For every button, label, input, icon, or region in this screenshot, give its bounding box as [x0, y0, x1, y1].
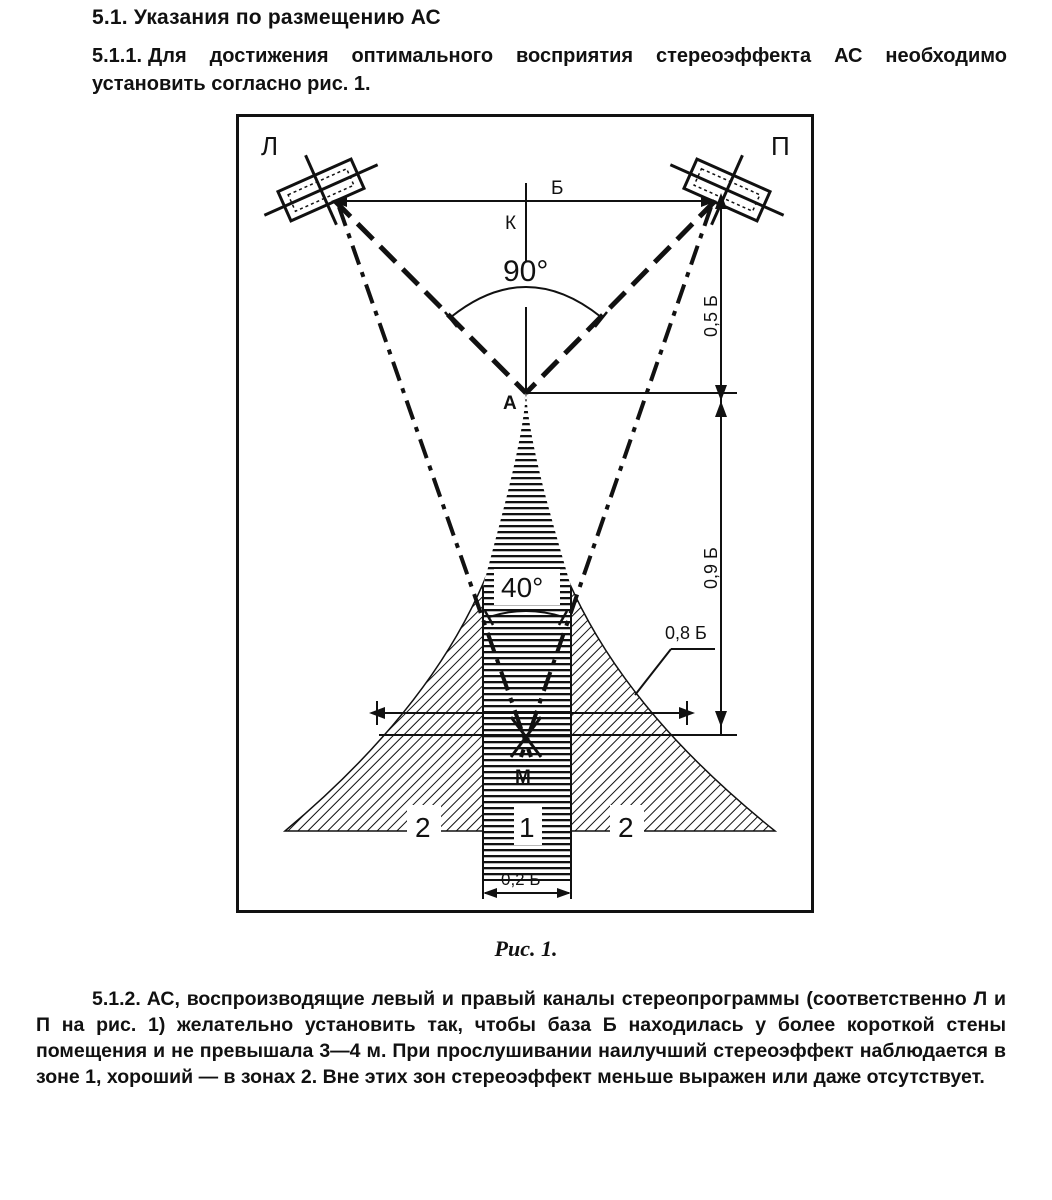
paragraph-5-1-1 — [92, 42, 1007, 98]
placement-diagram — [239, 117, 811, 910]
section-heading: 5.1. Указания по размещению АС — [92, 6, 441, 29]
paragraph-text: Для достижения оптимального восприятия стереоэффекта АС необходимо установить согласно рис. 1. — [92, 45, 1007, 95]
label-zone-1: 1 — [519, 812, 535, 843]
figure-speaker-placement — [236, 114, 814, 913]
label-k-point: К — [505, 213, 517, 234]
paragraph-number: 5.1.1. — [92, 45, 143, 67]
paragraph-5-1-2 — [36, 986, 1006, 1090]
paragraph-number: 5.1.2. — [92, 988, 141, 1010]
label-zone-2-left: 2 — [415, 812, 431, 843]
label-angle-40: 40° — [501, 572, 544, 603]
label-left-speaker: Л — [261, 131, 279, 161]
label-a-point: А — [503, 393, 517, 414]
label-width-08: 0,8 Б — [665, 623, 707, 643]
figure-caption: Рис. 1. — [494, 936, 558, 961]
label-m-point: М — [515, 767, 531, 788]
paragraph-text: АС, воспроизводящие левый и правый каналы стереопрограммы (соответственно Л и П на рис. 1) желательно установить так, чтобы база Б находилась у более короткой стены помещения и не превышала 3—4 м. При прослушивании наилучший стереоэффект наблюдается в зоне 1, хороший — в зонах 2. Вне этих зон стереоэффект меньше выражен или даже отсутствует. — [36, 988, 1006, 1088]
label-angle-90: 90° — [503, 255, 549, 288]
label-zone-2-right: 2 — [618, 812, 634, 843]
label-base: Б — [551, 178, 564, 199]
label-width-02: 0,2 Б — [501, 870, 541, 889]
label-dist-09: 0,9 Б — [701, 547, 721, 589]
label-right-speaker: П — [771, 131, 790, 161]
label-half-base: 0,5 Б — [701, 295, 721, 337]
